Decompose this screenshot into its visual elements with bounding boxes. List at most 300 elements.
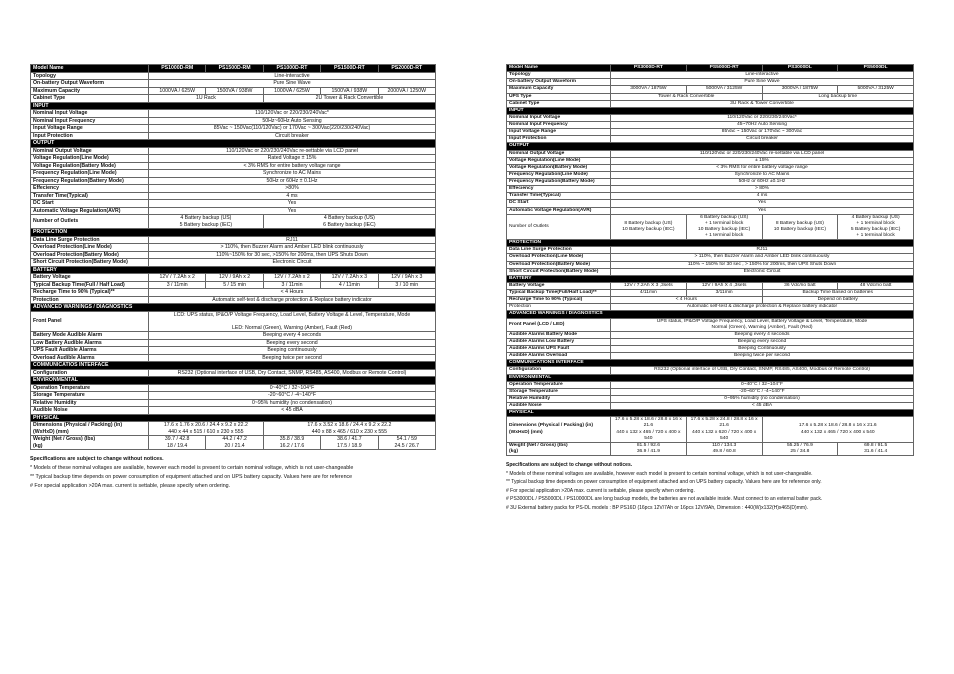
spec-label: Overload Protection(Battery Mode) (507, 261, 611, 268)
spec-label: Front Panel (LCD / LED) (507, 318, 611, 331)
spec-label: Number of Outlets (507, 214, 611, 240)
spec-label: Battery Voltage (507, 282, 611, 289)
spec-label: Maximum Capacity (507, 86, 611, 93)
spec-label: Topology (31, 72, 149, 80)
spec-row-data-line-surge-protection (31, 236, 436, 244)
spec-row-input-protection (31, 132, 436, 140)
spec-value: Synchronize to AC Mains (149, 170, 436, 178)
spec-row-nominal-input-voltage (31, 110, 436, 118)
spec-label: UPS Fault Audible Alarms (31, 347, 149, 355)
spec-value: 81.5 / 92.6 36.9 / 41.9 (611, 442, 687, 455)
spec-label: Data Line Surge Protection (507, 247, 611, 254)
spec-value: 8 Battery backup (US) 10 Battery backup (IEC) (611, 214, 687, 240)
spec-value: 1000VA / 625W (149, 87, 206, 95)
spec-label: Nominal Input Frequency (31, 117, 149, 125)
spec-value: < 45 dBA (611, 403, 914, 410)
section-title: PHYSICAL (507, 410, 914, 417)
section-row-battery (31, 266, 436, 274)
spec-value: Beeping Continuously (611, 346, 914, 353)
model-header-row-model-name (31, 65, 436, 73)
note-line: # For special application >20A max. current is settable, please specify when ordering. (506, 487, 695, 494)
spec-row-battery-mode-audible-alarm (31, 332, 436, 340)
section-title: BATTERY (31, 266, 436, 274)
spec-row-storage-temperature (507, 388, 914, 395)
section-row-advanced-warnings-diagnostics (507, 311, 914, 318)
spec-label: Protection (31, 296, 149, 304)
spec-row-audible-alarms-overload (507, 353, 914, 360)
spec-value: Synchronize to AC Mains (611, 171, 914, 178)
spec-value: 110% ~ 150% for 30 sec , > 150% for 200ms, then UPS Shuts Down (611, 261, 914, 268)
spec-value: 35.8 / 38.9 16.2 / 17.6 (263, 436, 320, 450)
spec-value: 17.6 x 5.28 x 18.6 / 28.8 x 16 x 21.6 440 x 132 x 465 / 720 x 400 x 540 (611, 417, 687, 443)
spec-value: < 45 dBA (149, 407, 436, 415)
spec-label: Configuration (507, 367, 611, 374)
spec-value: 110/120Vac or 220/230/240Vac* (611, 114, 914, 121)
section-row-physical (507, 410, 914, 417)
spec-value: 5000VA / 3125W (838, 86, 914, 93)
spec-label: Overload Audible Alarms (31, 354, 149, 362)
spec-row-dc-start (31, 200, 436, 208)
section-title: OUTPUT (507, 143, 914, 150)
section-row-input (31, 102, 436, 110)
spec-value: 17.6 x 5.28 x 18.6 / 28.8 x 16 x 21.6 440 x 132 x 465 / 720 x 400 x 540 (762, 417, 914, 443)
spec-value: 54.1 / 59 24.5 / 26.7 (378, 436, 435, 450)
spec-row-dc-start (507, 200, 914, 207)
spec-label: Overload Protection(Battery Mode) (31, 251, 149, 259)
spec-value: Beeping twice per second (149, 354, 436, 362)
spec-value: 48 Vdc/no batt (838, 282, 914, 289)
spec-label: Dimensions (Physical / Packing) (in) (WxHxD) (mm) (31, 422, 149, 436)
spec-value: Beeping twice per second (611, 353, 914, 360)
section-title: ENVIRONMENTAL (507, 374, 914, 381)
spec-row-frequency-regulation-battery-mode (507, 179, 914, 186)
spec-value: Line-interactive (149, 72, 436, 80)
left-spec-table (30, 64, 436, 450)
spec-value: > 80% (611, 186, 914, 193)
spec-row-input-protection (507, 136, 914, 143)
spec-row-typical-backup-time-full-half-load (31, 281, 436, 289)
spec-value: 3U Rack & Tower Convertible (611, 100, 914, 107)
spec-value: 44.2 / 47.2 20 / 21.4 (206, 436, 263, 450)
spec-value: 85Vac ~ 150Vac or 170Vac ~ 300Vac (611, 129, 914, 136)
spec-value: 1000VA / 625W (263, 87, 320, 95)
spec-label: Overload Protection(Line Mode) (31, 244, 149, 252)
section-row-input (507, 107, 914, 114)
spec-row-nominal-input-frequency (507, 122, 914, 129)
spec-value: < 4 Hours (611, 297, 763, 304)
spec-value: Yes (149, 200, 436, 208)
spec-label: Voltage Regulation(Battery Mode) (507, 164, 611, 171)
spec-row-typical-backup-time-full-half-load (507, 290, 914, 297)
spec-value: 3000VA / 1875W (611, 86, 687, 93)
spec-label: DC Start (31, 200, 149, 208)
note-line: ** Typical backup time depends on power consumption of equipment attached and on UPS battery capacity. Values here are for reference (30, 474, 353, 480)
spec-value: 3 / 10 min (378, 281, 435, 289)
right-spec-table (506, 64, 914, 456)
spec-row-effeciency (31, 185, 436, 193)
spec-value: 2000VA / 1250W (378, 87, 435, 95)
spec-value: 0~95% humidity (no condensation) (149, 399, 436, 407)
spec-label: Audible Alarms Overload (507, 353, 611, 360)
spec-value: ± 15% (611, 157, 914, 164)
spec-value: Circuit breaker (611, 136, 914, 143)
section-title: BATTERY (507, 275, 914, 282)
spec-value: 38.6 / 41.7 17.5 / 18.9 (321, 436, 378, 450)
model-name-cell: PS1500D-RM (206, 65, 263, 73)
spec-label: Typical Backup Time(Full/Half Load)** (507, 290, 611, 297)
section-row-battery (507, 275, 914, 282)
spec-row-on-battery-output-waveform (31, 80, 436, 88)
spec-row-input-voltage-range (31, 125, 436, 133)
section-title: INPUT (31, 102, 436, 110)
spec-value: 6 Battery backup (US) + 1 terminal block 10 Battery backup (IEC) + 1 terminal block (686, 214, 762, 240)
spec-value: Beeping every 4 seconds (149, 332, 436, 340)
spec-value: 4 Battery backup (US) + 1 terminal block 5 Battery backup (IEC) + 1 terminal block (838, 214, 914, 240)
spec-value: 45~70Hz Auto Sensing (611, 122, 914, 129)
spec-value: 55.25 / 76.9 25 / 34.8 (762, 442, 838, 455)
spec-row-nominal-input-voltage (507, 114, 914, 121)
spec-row-audible-alarms-ups-fault (507, 346, 914, 353)
spec-label: Overload Protection(Line Mode) (507, 254, 611, 261)
spec-row-recharge-time-to-90-typical (31, 289, 436, 297)
spec-value: 12V / 7.2Ah x 2 (263, 274, 320, 282)
spec-value: RJ11 (611, 247, 914, 254)
model-header-row-model-name (507, 65, 914, 72)
spec-value: 1500VA / 938W (321, 87, 378, 95)
spec-row-dimensions-physical-packing-in-wxhxd-mm (31, 422, 436, 436)
spec-label: Operation Temperature (31, 384, 149, 392)
spec-row-weight-net-gross-lbs-kg (507, 442, 914, 455)
spec-row-overload-protection-battery-mode (507, 261, 914, 268)
spec-value: 4 ms (149, 192, 436, 200)
spec-value: 85Vac ~ 150Vac(110/120Vac) or 170Vac ~ 300Vac(220/230/240Vac) (149, 125, 436, 133)
spec-value: 12V / 7.2Ah x 2 (149, 274, 206, 282)
spec-value: Beeping every second (149, 339, 436, 347)
spec-row-nominal-input-frequency (31, 117, 436, 125)
spec-row-overload-protection-line-mode (31, 244, 436, 252)
spec-value: 0~40°C / 32~104°F (149, 384, 436, 392)
spec-label: Frequency Regulation(Battery Mode) (31, 177, 149, 185)
spec-value: 4 Battery backup (US) 6 Battery backup (IEC) (263, 215, 435, 229)
spec-row-ups-fault-audible-alarms (31, 347, 436, 355)
spec-label: Model Name (507, 65, 611, 72)
spec-label: Audible Noise (507, 403, 611, 410)
spec-value: Backup Time Based on batteries (762, 290, 914, 297)
spec-value: RS232 (Optional interface of USB, Dry Contact, SNMP, RS485, AS400, Modbus or Remote Control) (149, 369, 436, 377)
spec-row-relative-humidity (31, 399, 436, 407)
section-title: PROTECTION (31, 229, 436, 237)
section-title: ENVIRONMENTAL (31, 377, 436, 385)
spec-value: 5000VA / 3125W (686, 86, 762, 93)
spec-row-overload-protection-line-mode (507, 254, 914, 261)
spec-value: 3000VA / 1875W (762, 86, 838, 93)
section-row-environmental (31, 377, 436, 385)
spec-label: Voltage Regulation(Line Mode) (31, 155, 149, 163)
spec-value: 12V / 7.2Ah x 3 (321, 274, 378, 282)
model-name-cell: PS5000DL (838, 65, 914, 72)
spec-row-automatic-voltage-regulation-avr (507, 207, 914, 214)
spec-label: Nominal Input Voltage (507, 114, 611, 121)
spec-value: Tower & Rack Convertible (611, 93, 763, 100)
spec-value: 12V / 9Ah x 3 (378, 274, 435, 282)
spec-label: Transfer Time(Typical) (507, 193, 611, 200)
spec-label: Model Name (31, 65, 149, 73)
note-line: # For special application >20A max. current is settable, please specify when ordering. (30, 483, 231, 489)
spec-value: > 110%, then Buzzer Alarm and Amber LED blink continuously (611, 254, 914, 261)
spec-row-operation-temperature (31, 384, 436, 392)
spec-label: Nominal Input Frequency (507, 122, 611, 129)
spec-row-data-line-surge-protection (507, 247, 914, 254)
spec-row-automatic-voltage-regulation-avr (31, 207, 436, 215)
spec-value: 17.6 x 5.28 x 24.8 / 28.8 x 16 x 21.6 440 x 132 x 620 / 720 x 400 x 540 (686, 417, 762, 443)
section-row-environmental (507, 374, 914, 381)
section-row-physical (31, 414, 436, 422)
spec-row-protection (507, 304, 914, 311)
spec-row-cabinet-type (31, 95, 436, 103)
spec-row-weight-net-gross-lbs-kg (31, 436, 436, 450)
spec-row-audible-noise (507, 403, 914, 410)
spec-value: 4 / 11min (321, 281, 378, 289)
spec-label: UPS Type (507, 93, 611, 100)
spec-value: 36 Vdc/no batt (762, 282, 838, 289)
spec-value: Rated Voltage ± 15% (149, 155, 436, 163)
spec-row-input-voltage-range (507, 129, 914, 136)
notes-title: Specifications are subject to change without notices. (506, 462, 633, 468)
spec-label: Storage Temperature (31, 392, 149, 400)
spec-label: Short Circuit Protection(Battery Mode) (31, 259, 149, 267)
spec-value: 69.8 / 91.5 31.6 / 41.4 (838, 442, 914, 455)
spec-label: Relative Humidity (31, 399, 149, 407)
spec-row-on-battery-output-waveform (507, 79, 914, 86)
spec-value: Line-interactive (611, 72, 914, 79)
section-row-protection (31, 229, 436, 237)
spec-label: Automatic Voltage Regulation(AVR) (507, 207, 611, 214)
spec-value: 0~95% humidity (no condensation) (611, 395, 914, 402)
spec-label: Number of Outlets (31, 215, 149, 229)
spec-value: 50Hz or 60Hz ±0.1Hz (611, 179, 914, 186)
spec-row-recharge-time-to-90-typical (507, 297, 914, 304)
spec-row-voltage-regulation-line-mode (507, 157, 914, 164)
section-row-output (31, 140, 436, 148)
spec-value: RJ11 (149, 236, 436, 244)
spec-row-nominal-output-voltage (507, 150, 914, 157)
spec-label: On-battery Output Waveform (31, 80, 149, 88)
spec-label: Frequency Regulation(Line Mode) (31, 170, 149, 178)
left-notes (30, 455, 436, 491)
spec-row-overload-protection-battery-mode (31, 251, 436, 259)
right-spec-sheet (506, 64, 914, 512)
note-line: * Models of these nominal voltages are available, however each model is present to certain nominal voltage, which is not user-changeable. (506, 470, 813, 477)
section-title: ADVANCED WARNINGS / DIAGNOSTICS (507, 311, 914, 318)
spec-row-maximum-capacity (507, 86, 914, 93)
spec-label: Frequency Regulation(Line Mode) (507, 171, 611, 178)
spec-label: Voltage Regulation(Line Mode) (507, 157, 611, 164)
spec-label: Audible Alarms UPS Fault (507, 346, 611, 353)
spec-row-frequency-regulation-line-mode (31, 170, 436, 178)
spec-label: Operation Temperature (507, 381, 611, 388)
spec-row-voltage-regulation-battery-mode (31, 162, 436, 170)
model-name-cell: PS1000D-RM (149, 65, 206, 73)
spec-value: > 110%, then Buzzer Alarm and Amber LED blink continuously (149, 244, 436, 252)
spec-value: Automatic self-test & discharge protection & Replace battery indicator (149, 296, 436, 304)
spec-value: 12V / 7.2Ah X 3 ,3sets (611, 282, 687, 289)
section-title: COMMUNICATIOS INTERFACE (31, 362, 436, 370)
spec-row-configuration (31, 369, 436, 377)
spec-value: Pure Sine Wave (149, 80, 436, 88)
spec-value: Yes (611, 207, 914, 214)
spec-row-frequency-regulation-battery-mode (31, 177, 436, 185)
spec-label: Relative Humidity (507, 395, 611, 402)
section-row-communicatios-interface (31, 362, 436, 370)
section-row-protection (507, 240, 914, 247)
spec-row-effeciency (507, 186, 914, 193)
spec-value: 17.6 x 3.52 x 18.6 / 24.4 x 9.2 x 22.2 440 x 88 x 465 / 610 x 230 x 555 (263, 422, 435, 436)
notes-title: Specifications are subject to change without notices. (30, 456, 164, 462)
spec-value: 110/120Vac or 220/230/240Vac re-settable via LCD panel (611, 150, 914, 157)
spec-label: Input Protection (31, 132, 149, 140)
spec-label: DC Start (507, 200, 611, 207)
spec-row-number-of-outlets (507, 214, 914, 240)
spec-value: 110%~150% for 30 sec, >150% for 200ms, then UPS Shuts Down (149, 251, 436, 259)
spec-label: Data Line Surge Protection (31, 236, 149, 244)
spec-label: Battery Mode Audible Alarm (31, 332, 149, 340)
spec-value: Pure Sine Wave (611, 79, 914, 86)
spec-label: Nominal Input Voltage (31, 110, 149, 118)
model-name-cell: PS1500D-RT (321, 65, 378, 73)
spec-value: 39.7 / 42.8 18 / 19.4 (149, 436, 206, 450)
section-title: ADVANCED WARNINGS / DIAGNOSTICS (31, 304, 436, 312)
spec-label: Transfer Time(Typical) (31, 192, 149, 200)
section-row-advanced-warnings-diagnostics (31, 304, 436, 312)
spec-row-frequency-regulation-line-mode (507, 171, 914, 178)
spec-row-low-battery-audible-alarms (31, 339, 436, 347)
left-spec-sheet (30, 64, 436, 491)
spec-label: Input Voltage Range (507, 129, 611, 136)
right-notes (506, 461, 914, 512)
spec-row-short-circuit-protection-battery-mode (31, 259, 436, 267)
spec-label: Short Circuit Protection(Battery Mode) (507, 268, 611, 275)
spec-label: Battery Voltage (31, 274, 149, 282)
spec-row-operation-temperature (507, 381, 914, 388)
spec-value: < 4 Hours (149, 289, 436, 297)
model-name-cell: PS1000D-RT (263, 65, 320, 73)
section-title: OUTPUT (31, 140, 436, 148)
spec-value: LCD: UPS status, IP&O/P Voltage Frequency, Load Level, Battery Voltage & Level, Temperature, Mode LED: Normal (Green), Warning (Amber), Fault (Red) (149, 311, 436, 332)
spec-value: Beeping continuously (149, 347, 436, 355)
spec-label: Voltage Regulation(Battery Mode) (31, 162, 149, 170)
spec-label: Weight (Net / Gross) (lbs) (kg) (31, 436, 149, 450)
note-line: # 3U External battery packs for PS-DL models : BP PS16D (16pcs 12V/7Ah or 16pcs 12V/9Ah, Dimension : 440(W)x132(H)x465(D)mm). (506, 504, 809, 511)
spec-value: 0~40°C / 32~104°F (611, 381, 914, 388)
spec-row-configuration (507, 367, 914, 374)
spec-label: Input Protection (507, 136, 611, 143)
spec-label: Maximum Capacity (31, 87, 149, 95)
spec-value: 8 Battery backup (US) 10 Battery backup (IEC) (762, 214, 838, 240)
section-row-communications-interface (507, 360, 914, 367)
spec-label: Nominal Output Voltage (31, 147, 149, 155)
spec-label: Recharge Time to 90% (Typical) (507, 297, 611, 304)
spec-row-transfer-time-typical (31, 192, 436, 200)
spec-value: 3/11min (686, 290, 762, 297)
spec-row-number-of-outlets (31, 215, 436, 229)
spec-value: 110 / 134.3 49.8 / 60.8 (686, 442, 762, 455)
spec-label: Effeciency (31, 185, 149, 193)
spec-label: Weight (Net / Gross) (lbs) (kg) (507, 442, 611, 455)
spec-row-maximum-capacity (31, 87, 436, 95)
spec-label: Storage Temperature (507, 388, 611, 395)
spec-row-audible-alarms-battery-mode (507, 331, 914, 338)
spec-value: < 3% RMS for entire battery voltage range (149, 162, 436, 170)
spec-row-audible-alarms-low-battery (507, 338, 914, 345)
spec-row-nominal-output-voltage (31, 147, 436, 155)
spec-value: 12V / 9Ah X 4 ,3sets (686, 282, 762, 289)
spec-label: Audible Alarms Low Battery (507, 338, 611, 345)
spec-row-dimensions-physical-packing-in-wxhxd-mm (507, 417, 914, 443)
spec-value: 4 Battery backup (US) 5 Battery backup (IEC) (149, 215, 264, 229)
note-line: ** Typical backup time depends on power consumption of equipment attached and on UPS battery capacity. Values here are for reference only. (506, 479, 822, 485)
spec-label: Effeciency (507, 186, 611, 193)
spec-value: Long backup time (762, 93, 914, 100)
spec-label: Input Voltage Range (31, 125, 149, 133)
spec-value: 110/120Vac or 220/230/240Vac re-settable via LCD panel (149, 147, 436, 155)
spec-value: 1500VA / 938W (206, 87, 263, 95)
spec-value: 110/120Vac or 220/230/240Vac* (149, 110, 436, 118)
spec-value: 3 / 11min (263, 281, 320, 289)
spec-value: RS232 (Optional interface of USB, Dry Contact, SNMP, RS485, AS400, Modbus or Remote Control) (611, 367, 914, 374)
spec-row-front-panel-lcd-led (507, 318, 914, 331)
spec-label: On-battery Output Waveform (507, 79, 611, 86)
spec-label: Audible Noise (31, 407, 149, 415)
spec-value: 4/11min (611, 290, 687, 297)
spec-row-storage-temperature (31, 392, 436, 400)
spec-label: Configuration (31, 369, 149, 377)
section-title: PHYSICAL (31, 414, 436, 422)
spec-value: -20~60°C / -4~140°F (149, 392, 436, 400)
spec-row-battery-voltage (507, 282, 914, 289)
spec-value: 17.6 x 1.76 x 20.6 / 24.4 x 9.2 x 22.2 440 x 44 x 515 / 610 x 230 x 555 (149, 422, 264, 436)
spec-label: Front Panel (31, 311, 149, 332)
model-name-cell: PS5000D-RT (686, 65, 762, 72)
spec-label: Cabinet Type (507, 100, 611, 107)
spec-row-topology (507, 72, 914, 79)
spec-label: Low Battery Audible Alarms (31, 339, 149, 347)
spec-value: UPS status, IP&O/P Voltage Frequency, Load Level, Battery Voltage & Level, Temperature, Mode Normal (Green), Warning (Amber), Fault (Red) (611, 318, 914, 331)
model-name-cell: PS3000DL (762, 65, 838, 72)
spec-label: Cabinet Type (31, 95, 149, 103)
note-line: * Models of these nominal voltages are available, however each model is present to certain nominal voltage, which is not user-changeable (30, 465, 354, 471)
spec-label: Protection (507, 304, 611, 311)
spec-value: Electronic Circuit (149, 259, 436, 267)
spec-value: Beeping every second (611, 338, 914, 345)
spec-row-ups-type (507, 93, 914, 100)
spec-label: Typical Backup Time(Full / Half Load) (31, 281, 149, 289)
model-name-cell: PS3000D-RT (611, 65, 687, 72)
spec-row-short-circuit-protection-battery-mode (507, 268, 914, 275)
spec-value: 4 ms (611, 193, 914, 200)
spec-label: Topology (507, 72, 611, 79)
spec-value: 1U Rack (149, 95, 264, 103)
spec-row-front-panel (31, 311, 436, 332)
spec-row-voltage-regulation-line-mode (31, 155, 436, 163)
section-row-output (507, 143, 914, 150)
spec-row-voltage-regulation-battery-mode (507, 164, 914, 171)
spec-value: Depend on battery (762, 297, 914, 304)
section-title: INPUT (507, 107, 914, 114)
spec-row-transfer-time-typical (507, 193, 914, 200)
spec-row-overload-audible-alarms (31, 354, 436, 362)
spec-value: >80% (149, 185, 436, 193)
spec-label: Audible Alarms Battery Mode (507, 331, 611, 338)
